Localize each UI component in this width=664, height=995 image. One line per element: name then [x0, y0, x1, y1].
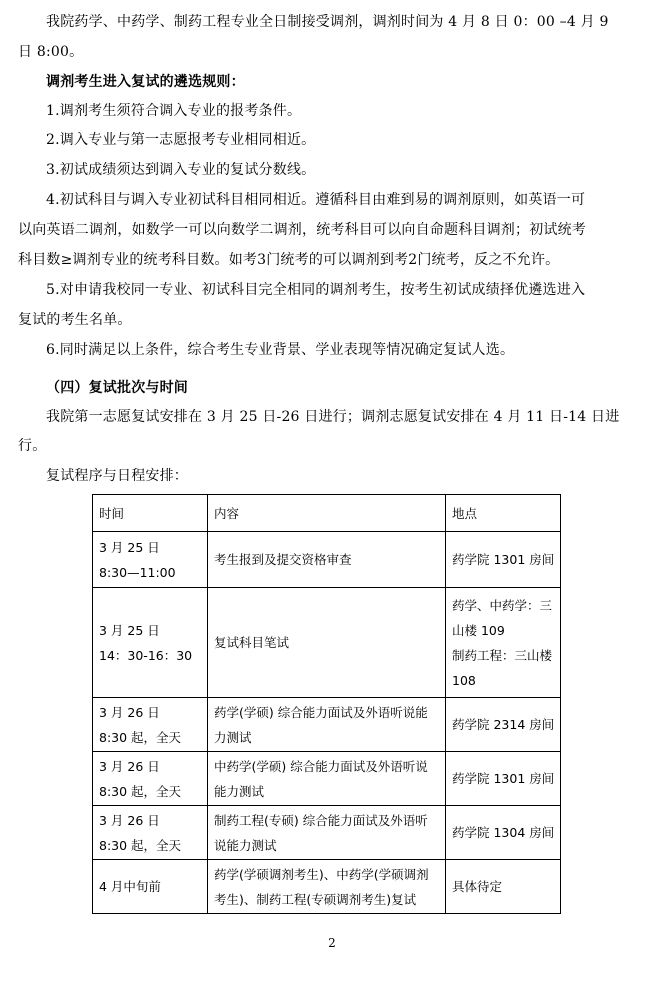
time-line: 8:30 起，全天	[99, 837, 182, 853]
time-line: 3 月 26 日	[99, 704, 160, 720]
place-cell: 药学院 1301 房间	[446, 752, 561, 806]
time-cell: 4 月中旬前	[93, 860, 208, 914]
table-row	[93, 532, 561, 588]
place-line: 山楼 109	[452, 622, 505, 638]
content-cell	[208, 752, 446, 806]
place-cell: 药学院 1304 房间	[446, 806, 561, 860]
table-row	[93, 588, 561, 698]
rule-3: 3.初试成绩须达到调入专业的复试分数线。	[46, 162, 316, 178]
time-cell	[93, 698, 208, 752]
content-cell: 考生报到及提交资格审查	[208, 532, 446, 588]
section-paragraph-line-1: 我院第一志愿复试安排在 3 月 25 日-26 日进行；调剂志愿复试安排在 4 月 11 日-14 日进	[46, 409, 620, 425]
content-line: 药学(学硕) 综合能力面试及外语听说能	[214, 704, 428, 720]
table-row	[93, 698, 561, 752]
schedule-label: 复试程序与日程安排：	[46, 468, 188, 484]
rule-4-line-3: 科目数≥调剂专业的统考科目数。如考3门统考的可以调剂到考2门统考，反之不允许。	[18, 252, 560, 268]
intro-line-1: 我院药学、中药学、制药工程专业全日制接受调剂，调剂时间为 4 月 8 日 0：00 –4 月 9	[46, 14, 609, 30]
time-cell	[93, 752, 208, 806]
header-time: 时间	[93, 495, 208, 532]
rule-5-line-1: 5.对申请我校同一专业、初试科目完全相同的调剂考生，按考生初试成绩择优遴选进入	[46, 282, 586, 298]
content-cell: 复试科目笔试	[208, 588, 446, 698]
rule-2: 2.调入专业与第一志愿报考专业相同相近。	[46, 132, 316, 148]
header-place: 地点	[446, 495, 561, 532]
section-paragraph-line-2: 行。	[18, 438, 47, 454]
time-line: 3 月 25 日	[99, 539, 160, 555]
rule-4-line-1: 4.初试科目与调入专业初试科目相同相近。遵循科目由难到易的调剂原则，如英语一可	[46, 192, 586, 208]
time-cell	[93, 806, 208, 860]
content-cell	[208, 806, 446, 860]
content-line: 力测试	[214, 729, 252, 745]
time-cell	[93, 532, 208, 588]
section-heading: （四）复试批次与时间	[46, 380, 188, 396]
time-line: 8:30—11:00	[99, 564, 176, 580]
place-cell: 药学院 2314 房间	[446, 698, 561, 752]
rule-6: 6.同时满足以上条件，综合考生专业背景、学业表现等情况确定复试人选。	[46, 342, 515, 358]
rule-5-line-2: 复试的考生名单。	[18, 312, 132, 328]
time-cell	[93, 588, 208, 698]
content-cell	[208, 860, 446, 914]
schedule-table	[92, 494, 561, 914]
time-line: 8:30 起，全天	[99, 783, 182, 799]
place-cell: 药学院 1301 房间	[446, 532, 561, 588]
rules-heading: 调剂考生进入复试的遴选规则：	[46, 74, 245, 90]
content-line: 能力测试	[214, 783, 265, 799]
table-header-row	[93, 495, 561, 532]
intro-line-2: 日 8:00。	[18, 44, 84, 60]
table-row	[93, 806, 561, 860]
content-line: 说能力测试	[214, 837, 277, 853]
rule-1: 1.调剂考生须符合调入专业的报考条件。	[46, 103, 302, 119]
place-cell	[446, 588, 561, 698]
place-line: 制药工程：三山楼	[452, 647, 553, 663]
time-line: 8:30 起，全天	[99, 729, 182, 745]
table-row	[93, 860, 561, 914]
content-cell	[208, 698, 446, 752]
content-line: 药学(学硕调剂考生)、中药学(学硕调剂	[214, 866, 429, 882]
time-line: 3 月 25 日	[99, 622, 160, 638]
content-line: 制药工程(专硕) 综合能力面试及外语听	[214, 812, 428, 828]
place-cell: 具体待定	[446, 860, 561, 914]
time-line: 14：30-16：30	[99, 647, 193, 663]
time-line: 3 月 26 日	[99, 758, 160, 774]
content-line: 考生)、制药工程(专硕调剂考生)复试	[214, 891, 417, 907]
content-line: 中药学(学硕) 综合能力面试及外语听说	[214, 758, 428, 774]
page-number: 2	[328, 936, 336, 950]
place-line: 药学、中药学：三	[452, 597, 553, 613]
place-line: 108	[452, 672, 476, 688]
header-content: 内容	[208, 495, 446, 532]
rule-4-line-2: 以向英语二调剂，如数学一可以向数学二调剂，统考科目可以向自命题科目调剂；初试统考	[18, 222, 586, 238]
table-row	[93, 752, 561, 806]
time-line: 3 月 26 日	[99, 812, 160, 828]
